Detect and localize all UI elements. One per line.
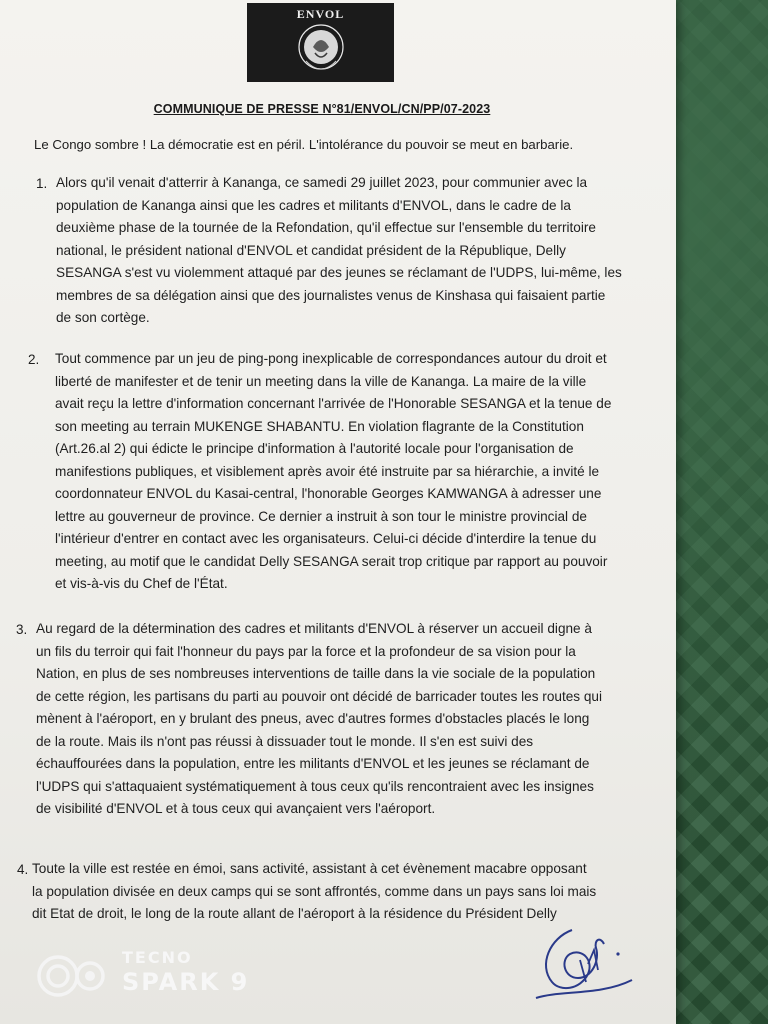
paragraph-line: meeting, au motif que le candidat Delly SESANGA serait trop critique par rapport au pouvoir <box>55 553 608 569</box>
paragraph-line: l'UDPS qui s'attaquaient systématiquement à tous ceux qu'ils rencontraient avec les insignes <box>36 778 594 794</box>
paragraph-line: avait reçu la lettre d'information concernant l'arrivée de l'Honorable SESANGA et la tenue de <box>55 396 612 411</box>
paragraph-line: SESANGA s'est vu violemment attaqué par des jeunes se réclamant de l'UDPS, lui-même, les <box>56 265 622 280</box>
paragraph-line: liberté de manifester et de tenir un meeting dans la ville de Kananga. La maire de la ville <box>55 373 587 389</box>
paragraph-line: coordonnateur ENVOL du Kasai-central, l'honorable Georges KAMWANGA à adresser une <box>55 486 602 501</box>
list-item-paragraph <box>36 618 638 821</box>
paragraph-line: Nation, en plus de ses nombreuses interventions de taille dans la vie sociale de la population <box>36 666 596 681</box>
paragraph-line: son meeting au terrain MUKENGE SHABANTU. En violation flagrante de la Constitution <box>55 418 584 434</box>
paragraph-line: et vis-à-vis du Chef de l'État. <box>55 576 228 591</box>
paragraph-line: échauffourées dans la population, entre les militants d'ENVOL et les jeunes se réclamant de <box>36 756 590 771</box>
paragraph-line: un fils du terroir qui fait l'honneur du pays par la force et la profondeur de sa vision pour la <box>36 643 576 659</box>
paragraph-line: de cette région, les partisans du parti au pouvoir ont décidé de barricader toutes les routes qui <box>36 688 602 704</box>
list-item-number: 1. <box>36 176 48 191</box>
camera-watermark <box>36 948 276 1012</box>
camera-lens-icon <box>36 954 108 998</box>
page-title: COMMUNIQUE DE PRESSE N°81/ENVOL/CN/PP/07-2023 <box>153 102 491 116</box>
paragraph-line: mènent à l'aéroport, en y brulant des pneus, avec d'autres formes d'obstacles placés le long <box>36 711 590 726</box>
paragraph-line: de son cortège. <box>56 310 150 325</box>
logo-seal-icon <box>292 17 350 79</box>
paragraph-line: l'intérieur d'entrer en contact avec les organisateurs. Celui-ci décide d'interdire la tenue du <box>55 531 597 546</box>
list-item-paragraph <box>56 172 641 330</box>
paragraph-line: Alors qu'il venait d'atterrir à Kananga, ce samedi 29 juillet 2023, pour communier avec la <box>56 175 588 190</box>
paragraph-line: Toute la ville est restée en émoi, sans activité, assistant à cet évènement macabre opposant <box>32 861 587 876</box>
logo-text: ENVOL <box>296 7 345 21</box>
paragraph-line: la population divisée en deux camps qui se sont affrontés, comme dans un pays sans loi mais <box>32 883 597 899</box>
list-item-paragraph <box>32 858 637 926</box>
handwritten-signature <box>530 920 640 1010</box>
paragraph-line: lettre au gouverneur de province. Ce dernier a instruit à son tour le ministre provincial de <box>55 508 587 524</box>
paragraph-line: Au regard de la détermination des cadres et militants d'ENVOL à réserver un accueil digne à <box>36 621 592 636</box>
paragraph-line: (Art.26.al 2) qui édicte le principe d'information à l'autorité locale pour l'organisation de <box>55 441 574 456</box>
paragraph-line: membres de sa délégation ainsi que des journalistes venus de Kinshasa qui faisaient partie <box>56 287 606 303</box>
list-item-number: 3. <box>16 622 28 637</box>
paragraph-line: deuxième phase de la tournée de la Refondation, qu'il effectue sur l'ensemble du territoire <box>56 220 596 235</box>
paragraph-line: dit Etat de droit, le long de la route allant de l'aéroport à la résidence du Président Delly <box>32 906 557 921</box>
paragraph-line: population de Kananga ainsi que les cadres et militants d'ENVOL, dans le cadre de la <box>56 197 571 213</box>
paragraph-line: de visibilité d'ENVOL et à tous ceux qui avançaient vers l'aéroport. <box>36 801 436 816</box>
list-item-number: 4. <box>17 862 29 877</box>
camera-model: SPARK 9 <box>122 968 250 996</box>
paragraph-line: de la route. Mais ils n'ont pas réussi à dissuader tout le monde. Il s'en est suivi des <box>36 733 534 749</box>
paragraph-line: Tout commence par un jeu de ping-pong inexplicable de correspondances autour du droit et <box>55 351 607 366</box>
list-item-paragraph <box>55 348 640 596</box>
paragraph-line: national, le président national d'ENVOL et candidat président de la République, Delly <box>56 242 566 258</box>
list-item-number: 2. <box>28 352 40 367</box>
intro-paragraph: Le Congo sombre ! La démocratie est en péril. L'intolérance du pouvoir se meut en barbarie. <box>34 137 574 152</box>
camera-brand: TECNO <box>122 948 193 967</box>
envol-logo <box>247 3 394 82</box>
paragraph-line: manifestions publiques, et visiblement après avoir été instruite par sa hiérarchie, a invité le <box>55 463 600 479</box>
